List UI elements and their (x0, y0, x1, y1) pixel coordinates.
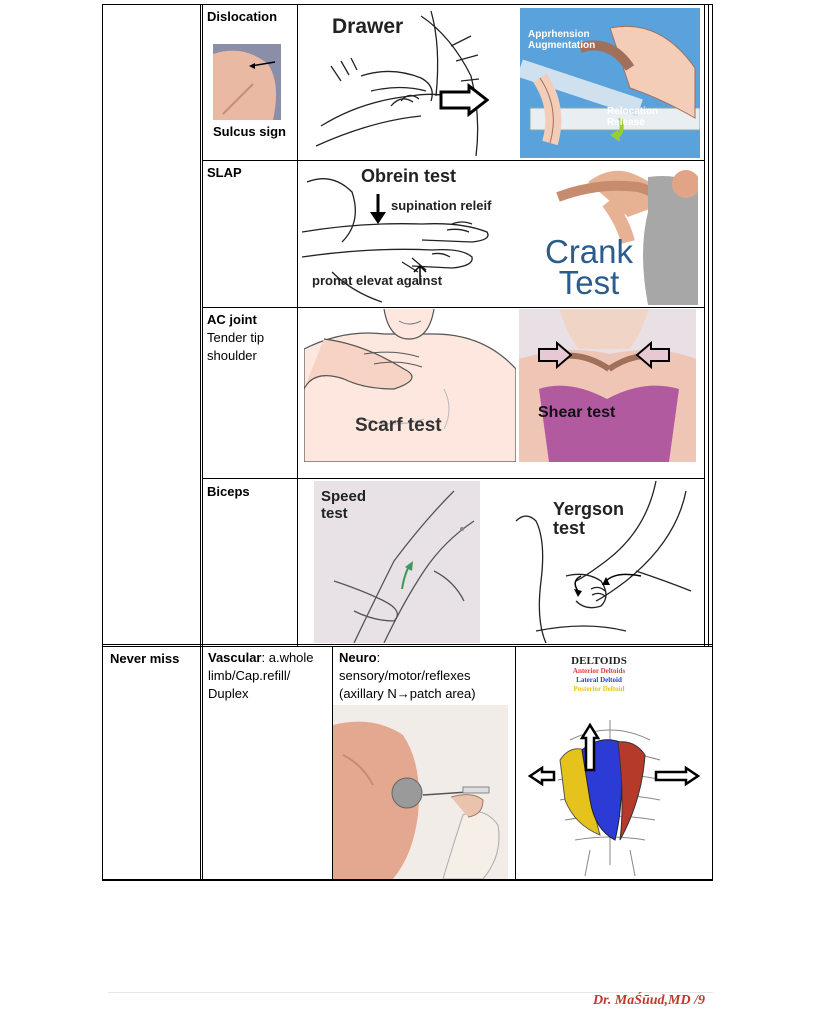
relocation-label: Relocation Release (607, 106, 659, 128)
vascular-text: : a.whole limb/Cap.refill/ Duplex (208, 650, 314, 701)
divider (202, 160, 705, 161)
yergson-test-title: Yergson test (553, 499, 625, 538)
scarf-test-illustration (304, 309, 516, 462)
vascular-note (208, 649, 328, 703)
row-label-biceps: Biceps (207, 484, 250, 499)
divider (102, 646, 713, 647)
deltoids-title: DELTOIDS (571, 655, 627, 667)
neuro-text: : sensory/motor/reflexes (axillary N→patch area) (339, 650, 476, 701)
divider (202, 307, 705, 308)
divider (202, 646, 203, 881)
neuro-heading: Neuro (339, 650, 377, 665)
divider (202, 478, 705, 479)
speed-test-title: Speed test (321, 488, 367, 522)
row-label-dislocation: Dislocation (207, 9, 278, 24)
apprehension-label: Apprhension Augmentation (528, 29, 596, 51)
deltoids-legend (540, 655, 658, 694)
vascular-heading: Vascular (208, 650, 262, 665)
lateral-deltoid-label: Lateral Deltoid (576, 676, 622, 684)
posterior-deltoid-label: Posterior Deltoid (573, 685, 625, 693)
footer-signature: Dr. MaŚūud,MD /9 (592, 993, 705, 1008)
ac-joint-note: Tender tip shoulder (207, 330, 265, 363)
divider (102, 644, 713, 645)
scarf-test-title: Scarf test (355, 415, 442, 436)
divider (515, 646, 516, 881)
obrein-title: Obrein test (361, 166, 457, 186)
sulcus-sign-caption: Sulcus sign (213, 124, 286, 139)
divider (202, 4, 203, 646)
supination-label: supination releif (391, 198, 492, 213)
row-label-never-miss: Never miss (110, 651, 180, 666)
divider (708, 4, 709, 646)
divider (200, 646, 201, 881)
row-label-slap: SLAP (207, 165, 242, 180)
drawer-title: Drawer (332, 15, 404, 38)
divider (297, 4, 298, 646)
divider (704, 4, 705, 646)
divider (200, 4, 201, 646)
axillary-nerve-photo (333, 705, 508, 879)
crank-test-title: Crank Test (544, 233, 634, 301)
row-label-ac-joint: AC joint (207, 312, 257, 327)
pronation-label: pronat elevat against (312, 273, 443, 288)
shear-test-illustration (519, 309, 696, 462)
divider (102, 879, 713, 880)
shear-test-title: Shear test (538, 404, 616, 421)
sulcus-sign-photo (213, 44, 281, 120)
neuro-note (339, 649, 511, 703)
anterior-deltoid-label: Anterior Deltoids (572, 667, 626, 675)
